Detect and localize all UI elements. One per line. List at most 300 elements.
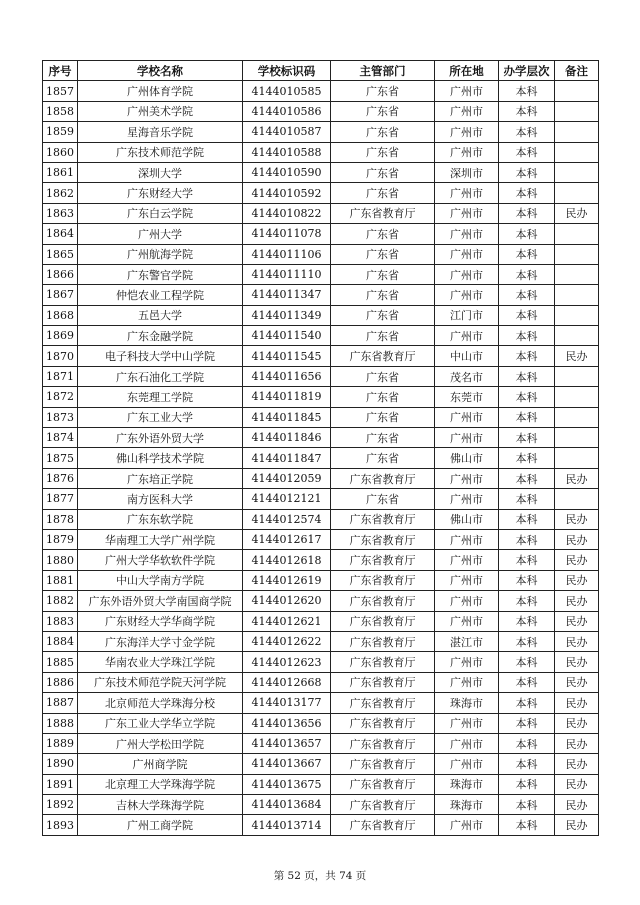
cell-school-name: 五邑大学 [78, 305, 243, 325]
cell-index: 1875 [43, 448, 78, 468]
cell-location: 广州市 [435, 101, 499, 121]
cell-remark: 民办 [555, 795, 599, 815]
cell-school-name: 广州大学 [78, 224, 243, 244]
cell-location: 广州市 [435, 611, 499, 631]
header-location: 所在地 [435, 61, 499, 81]
cell-level: 本科 [499, 224, 555, 244]
cell-school-name: 广东外语外贸大学南国商学院 [78, 591, 243, 611]
cell-remark [555, 326, 599, 346]
table-row [43, 795, 599, 815]
table-row [43, 244, 599, 264]
cell-authority: 广东省教育厅 [331, 754, 435, 774]
table-row [43, 693, 599, 713]
cell-index: 1873 [43, 407, 78, 427]
cell-index: 1858 [43, 101, 78, 121]
cell-location: 广州市 [435, 529, 499, 549]
cell-school-name: 广东工业大学华立学院 [78, 713, 243, 733]
cell-school-code: 4144011846 [243, 428, 331, 448]
cell-school-code: 4144011845 [243, 407, 331, 427]
cell-index: 1874 [43, 428, 78, 448]
cell-level: 本科 [499, 713, 555, 733]
cell-location: 广州市 [435, 81, 499, 101]
cell-remark: 民办 [555, 509, 599, 529]
cell-school-name: 广州大学松田学院 [78, 733, 243, 753]
cell-index: 1889 [43, 733, 78, 753]
cell-remark [555, 244, 599, 264]
cell-school-code: 4144012059 [243, 468, 331, 488]
cell-location: 中山市 [435, 346, 499, 366]
cell-school-code: 4144012623 [243, 652, 331, 672]
table-row [43, 101, 599, 121]
cell-school-name: 广东技术师范学院天河学院 [78, 672, 243, 692]
cell-school-name: 电子科技大学中山学院 [78, 346, 243, 366]
cell-level: 本科 [499, 244, 555, 264]
cell-level: 本科 [499, 631, 555, 651]
cell-remark [555, 122, 599, 142]
cell-school-code: 4144013675 [243, 774, 331, 794]
cell-location: 广州市 [435, 407, 499, 427]
cell-level: 本科 [499, 693, 555, 713]
cell-location: 广州市 [435, 224, 499, 244]
table-row [43, 489, 599, 509]
cell-location: 广州市 [435, 489, 499, 509]
cell-index: 1865 [43, 244, 78, 264]
cell-authority: 广东省教育厅 [331, 693, 435, 713]
cell-index: 1866 [43, 264, 78, 284]
table-row [43, 733, 599, 753]
cell-location: 广州市 [435, 142, 499, 162]
cell-school-code: 4144011656 [243, 366, 331, 386]
cell-authority: 广东省教育厅 [331, 203, 435, 223]
cell-level: 本科 [499, 264, 555, 284]
cell-location: 广州市 [435, 183, 499, 203]
cell-remark [555, 489, 599, 509]
cell-remark [555, 387, 599, 407]
table-row [43, 468, 599, 488]
cell-index: 1879 [43, 529, 78, 549]
cell-authority: 广东省 [331, 305, 435, 325]
cell-authority: 广东省 [331, 489, 435, 509]
cell-index: 1863 [43, 203, 78, 223]
cell-index: 1878 [43, 509, 78, 529]
cell-level: 本科 [499, 183, 555, 203]
cell-level: 本科 [499, 305, 555, 325]
cell-level: 本科 [499, 285, 555, 305]
cell-authority: 广东省 [331, 244, 435, 264]
cell-location: 广州市 [435, 672, 499, 692]
cell-authority: 广东省 [331, 101, 435, 121]
cell-level: 本科 [499, 81, 555, 101]
cell-index: 1861 [43, 162, 78, 182]
cell-school-name: 广东财经大学华商学院 [78, 611, 243, 631]
cell-remark [555, 264, 599, 284]
cell-level: 本科 [499, 733, 555, 753]
cell-school-name: 南方医科大学 [78, 489, 243, 509]
cell-location: 珠海市 [435, 693, 499, 713]
cell-remark: 民办 [555, 203, 599, 223]
cell-remark: 民办 [555, 346, 599, 366]
cell-authority: 广东省教育厅 [331, 611, 435, 631]
cell-authority: 广东省 [331, 81, 435, 101]
cell-school-code: 4144011110 [243, 264, 331, 284]
cell-level: 本科 [499, 509, 555, 529]
cell-index: 1884 [43, 631, 78, 651]
table-row [43, 631, 599, 651]
cell-level: 本科 [499, 591, 555, 611]
cell-remark: 民办 [555, 631, 599, 651]
cell-school-name: 广东工业大学 [78, 407, 243, 427]
table-row [43, 591, 599, 611]
cell-index: 1883 [43, 611, 78, 631]
cell-authority: 广东省教育厅 [331, 631, 435, 651]
cell-school-code: 4144013656 [243, 713, 331, 733]
cell-remark: 民办 [555, 693, 599, 713]
table-row [43, 774, 599, 794]
cell-school-code: 4144012622 [243, 631, 331, 651]
cell-school-name: 广东石油化工学院 [78, 366, 243, 386]
cell-level: 本科 [499, 448, 555, 468]
cell-school-name: 广州航海学院 [78, 244, 243, 264]
cell-level: 本科 [499, 672, 555, 692]
cell-authority: 广东省 [331, 285, 435, 305]
table-row [43, 509, 599, 529]
cell-index: 1886 [43, 672, 78, 692]
cell-school-name: 广东技术师范学院 [78, 142, 243, 162]
cell-school-name: 广州大学华软软件学院 [78, 550, 243, 570]
cell-school-name: 广东外语外贸大学 [78, 428, 243, 448]
cell-school-code: 4144012618 [243, 550, 331, 570]
cell-location: 广州市 [435, 652, 499, 672]
cell-school-name: 广东金融学院 [78, 326, 243, 346]
cell-school-name: 广州美术学院 [78, 101, 243, 121]
cell-school-code: 4144013714 [243, 815, 331, 835]
cell-level: 本科 [499, 122, 555, 142]
cell-location: 湛江市 [435, 631, 499, 651]
cell-index: 1880 [43, 550, 78, 570]
table-row [43, 224, 599, 244]
cell-remark [555, 142, 599, 162]
cell-authority: 广东省 [331, 183, 435, 203]
cell-index: 1891 [43, 774, 78, 794]
cell-authority: 广东省 [331, 387, 435, 407]
cell-school-code: 4144012617 [243, 529, 331, 549]
cell-level: 本科 [499, 468, 555, 488]
table-row [43, 122, 599, 142]
cell-school-code: 4144013684 [243, 795, 331, 815]
table-row [43, 264, 599, 284]
cell-school-code: 4144010585 [243, 81, 331, 101]
cell-location: 广州市 [435, 815, 499, 835]
cell-authority: 广东省教育厅 [331, 346, 435, 366]
table-row [43, 162, 599, 182]
cell-level: 本科 [499, 142, 555, 162]
table-row [43, 81, 599, 101]
cell-authority: 广东省教育厅 [331, 774, 435, 794]
cell-location: 茂名市 [435, 366, 499, 386]
cell-location: 广州市 [435, 754, 499, 774]
cell-school-name: 广东海洋大学寸金学院 [78, 631, 243, 651]
table-row [43, 550, 599, 570]
table-row [43, 285, 599, 305]
table-row [43, 326, 599, 346]
cell-school-name: 广州体育学院 [78, 81, 243, 101]
cell-index: 1862 [43, 183, 78, 203]
table-header-row [43, 61, 599, 81]
cell-index: 1872 [43, 387, 78, 407]
table-row [43, 142, 599, 162]
cell-authority: 广东省教育厅 [331, 815, 435, 835]
cell-authority: 广东省教育厅 [331, 468, 435, 488]
cell-school-code: 4144011349 [243, 305, 331, 325]
cell-location: 广州市 [435, 550, 499, 570]
cell-school-code: 4144013657 [243, 733, 331, 753]
cell-index: 1871 [43, 366, 78, 386]
cell-level: 本科 [499, 550, 555, 570]
cell-index: 1881 [43, 570, 78, 590]
cell-school-code: 4144013667 [243, 754, 331, 774]
table-row [43, 570, 599, 590]
cell-location: 广州市 [435, 264, 499, 284]
table-row [43, 529, 599, 549]
cell-level: 本科 [499, 326, 555, 346]
cell-location: 珠海市 [435, 774, 499, 794]
cell-school-code: 4144010590 [243, 162, 331, 182]
table-row [43, 366, 599, 386]
cell-authority: 广东省教育厅 [331, 529, 435, 549]
cell-remark [555, 407, 599, 427]
cell-remark [555, 183, 599, 203]
cell-level: 本科 [499, 815, 555, 835]
cell-index: 1860 [43, 142, 78, 162]
cell-index: 1859 [43, 122, 78, 142]
cell-school-code: 4144010822 [243, 203, 331, 223]
cell-school-code: 4144011819 [243, 387, 331, 407]
cell-remark: 民办 [555, 672, 599, 692]
cell-school-name: 广东白云学院 [78, 203, 243, 223]
cell-remark: 民办 [555, 652, 599, 672]
cell-level: 本科 [499, 529, 555, 549]
header-remark: 备注 [555, 61, 599, 81]
cell-authority: 广东省教育厅 [331, 570, 435, 590]
cell-location: 广州市 [435, 713, 499, 733]
cell-school-name: 佛山科学技术学院 [78, 448, 243, 468]
table-row [43, 652, 599, 672]
cell-school-name: 仲恺农业工程学院 [78, 285, 243, 305]
cell-school-code: 4144011545 [243, 346, 331, 366]
cell-location: 广州市 [435, 244, 499, 264]
cell-authority: 广东省 [331, 326, 435, 346]
table-row [43, 611, 599, 631]
cell-remark [555, 101, 599, 121]
table-row [43, 672, 599, 692]
cell-authority: 广东省 [331, 142, 435, 162]
table-row [43, 448, 599, 468]
cell-level: 本科 [499, 203, 555, 223]
cell-location: 江门市 [435, 305, 499, 325]
cell-index: 1882 [43, 591, 78, 611]
cell-school-name: 广东培正学院 [78, 468, 243, 488]
cell-remark: 民办 [555, 713, 599, 733]
cell-index: 1885 [43, 652, 78, 672]
cell-level: 本科 [499, 611, 555, 631]
cell-level: 本科 [499, 795, 555, 815]
cell-authority: 广东省 [331, 448, 435, 468]
cell-index: 1857 [43, 81, 78, 101]
cell-level: 本科 [499, 570, 555, 590]
cell-location: 广州市 [435, 285, 499, 305]
cell-remark: 民办 [555, 733, 599, 753]
cell-school-name: 深圳大学 [78, 162, 243, 182]
cell-location: 佛山市 [435, 509, 499, 529]
cell-index: 1876 [43, 468, 78, 488]
cell-remark [555, 305, 599, 325]
cell-location: 珠海市 [435, 795, 499, 815]
table-row [43, 203, 599, 223]
cell-remark [555, 285, 599, 305]
cell-school-name: 东莞理工学院 [78, 387, 243, 407]
cell-school-code: 4144012621 [243, 611, 331, 631]
cell-level: 本科 [499, 346, 555, 366]
cell-authority: 广东省教育厅 [331, 509, 435, 529]
cell-index: 1867 [43, 285, 78, 305]
cell-school-code: 4144011078 [243, 224, 331, 244]
table-row [43, 754, 599, 774]
cell-school-code: 4144012620 [243, 591, 331, 611]
cell-authority: 广东省 [331, 224, 435, 244]
cell-school-code: 4144012668 [243, 672, 331, 692]
cell-authority: 广东省教育厅 [331, 550, 435, 570]
cell-school-code: 4144010586 [243, 101, 331, 121]
cell-school-name: 北京理工大学珠海学院 [78, 774, 243, 794]
cell-authority: 广东省 [331, 407, 435, 427]
cell-level: 本科 [499, 366, 555, 386]
table-row [43, 183, 599, 203]
cell-remark: 民办 [555, 550, 599, 570]
cell-level: 本科 [499, 101, 555, 121]
cell-school-name: 广州商学院 [78, 754, 243, 774]
cell-location: 广州市 [435, 733, 499, 753]
cell-authority: 广东省教育厅 [331, 591, 435, 611]
header-school-code: 学校标识码 [243, 61, 331, 81]
cell-location: 广州市 [435, 591, 499, 611]
cell-school-code: 4144012121 [243, 489, 331, 509]
cell-school-code: 4144012574 [243, 509, 331, 529]
cell-remark: 民办 [555, 754, 599, 774]
cell-school-name: 广州工商学院 [78, 815, 243, 835]
cell-remark: 民办 [555, 611, 599, 631]
cell-index: 1870 [43, 346, 78, 366]
cell-authority: 广东省 [331, 428, 435, 448]
header-authority: 主管部门 [331, 61, 435, 81]
cell-authority: 广东省教育厅 [331, 733, 435, 753]
cell-school-code: 4144010588 [243, 142, 331, 162]
cell-location: 广州市 [435, 428, 499, 448]
cell-remark: 民办 [555, 591, 599, 611]
cell-authority: 广东省 [331, 122, 435, 142]
table-row [43, 713, 599, 733]
cell-authority: 广东省 [331, 162, 435, 182]
table-row [43, 815, 599, 835]
cell-school-name: 广东警官学院 [78, 264, 243, 284]
cell-school-code: 4144011540 [243, 326, 331, 346]
cell-location: 东莞市 [435, 387, 499, 407]
cell-level: 本科 [499, 652, 555, 672]
table-row [43, 305, 599, 325]
cell-remark [555, 224, 599, 244]
cell-level: 本科 [499, 387, 555, 407]
cell-index: 1887 [43, 693, 78, 713]
cell-index: 1888 [43, 713, 78, 733]
cell-authority: 广东省教育厅 [331, 795, 435, 815]
cell-index: 1892 [43, 795, 78, 815]
cell-school-name: 广东东软学院 [78, 509, 243, 529]
cell-remark [555, 448, 599, 468]
cell-location: 深圳市 [435, 162, 499, 182]
cell-school-name: 华南农业大学珠江学院 [78, 652, 243, 672]
cell-remark: 民办 [555, 529, 599, 549]
cell-location: 佛山市 [435, 448, 499, 468]
cell-school-code: 4144010587 [243, 122, 331, 142]
cell-school-name: 北京师范大学珠海分校 [78, 693, 243, 713]
cell-school-name: 星海音乐学院 [78, 122, 243, 142]
cell-school-name: 中山大学南方学院 [78, 570, 243, 590]
cell-remark: 民办 [555, 774, 599, 794]
cell-school-code: 4144011106 [243, 244, 331, 264]
cell-level: 本科 [499, 754, 555, 774]
cell-remark: 民办 [555, 815, 599, 835]
cell-location: 广州市 [435, 570, 499, 590]
header-school-name: 学校名称 [78, 61, 243, 81]
cell-level: 本科 [499, 489, 555, 509]
cell-location: 广州市 [435, 468, 499, 488]
cell-index: 1893 [43, 815, 78, 835]
cell-index: 1868 [43, 305, 78, 325]
cell-index: 1877 [43, 489, 78, 509]
cell-index: 1864 [43, 224, 78, 244]
cell-location: 广州市 [435, 122, 499, 142]
cell-remark [555, 162, 599, 182]
cell-school-name: 华南理工大学广州学院 [78, 529, 243, 549]
cell-level: 本科 [499, 162, 555, 182]
header-index: 序号 [43, 61, 78, 81]
school-list-table [42, 60, 599, 836]
table-row [43, 387, 599, 407]
cell-authority: 广东省教育厅 [331, 713, 435, 733]
page-footer: 第 52 页，共 74 页 [273, 870, 367, 882]
cell-level: 本科 [499, 407, 555, 427]
cell-location: 广州市 [435, 326, 499, 346]
cell-remark [555, 428, 599, 448]
cell-school-name: 吉林大学珠海学院 [78, 795, 243, 815]
cell-school-code: 4144010592 [243, 183, 331, 203]
cell-remark: 民办 [555, 570, 599, 590]
cell-index: 1890 [43, 754, 78, 774]
cell-authority: 广东省教育厅 [331, 652, 435, 672]
cell-location: 广州市 [435, 203, 499, 223]
cell-school-code: 4144013177 [243, 693, 331, 713]
header-level: 办学层次 [499, 61, 555, 81]
cell-remark [555, 81, 599, 101]
cell-school-name: 广东财经大学 [78, 183, 243, 203]
cell-authority: 广东省教育厅 [331, 672, 435, 692]
cell-index: 1869 [43, 326, 78, 346]
table-row [43, 346, 599, 366]
cell-level: 本科 [499, 774, 555, 794]
cell-school-code: 4144012619 [243, 570, 331, 590]
table-row [43, 428, 599, 448]
table-row [43, 407, 599, 427]
cell-school-code: 4144011347 [243, 285, 331, 305]
